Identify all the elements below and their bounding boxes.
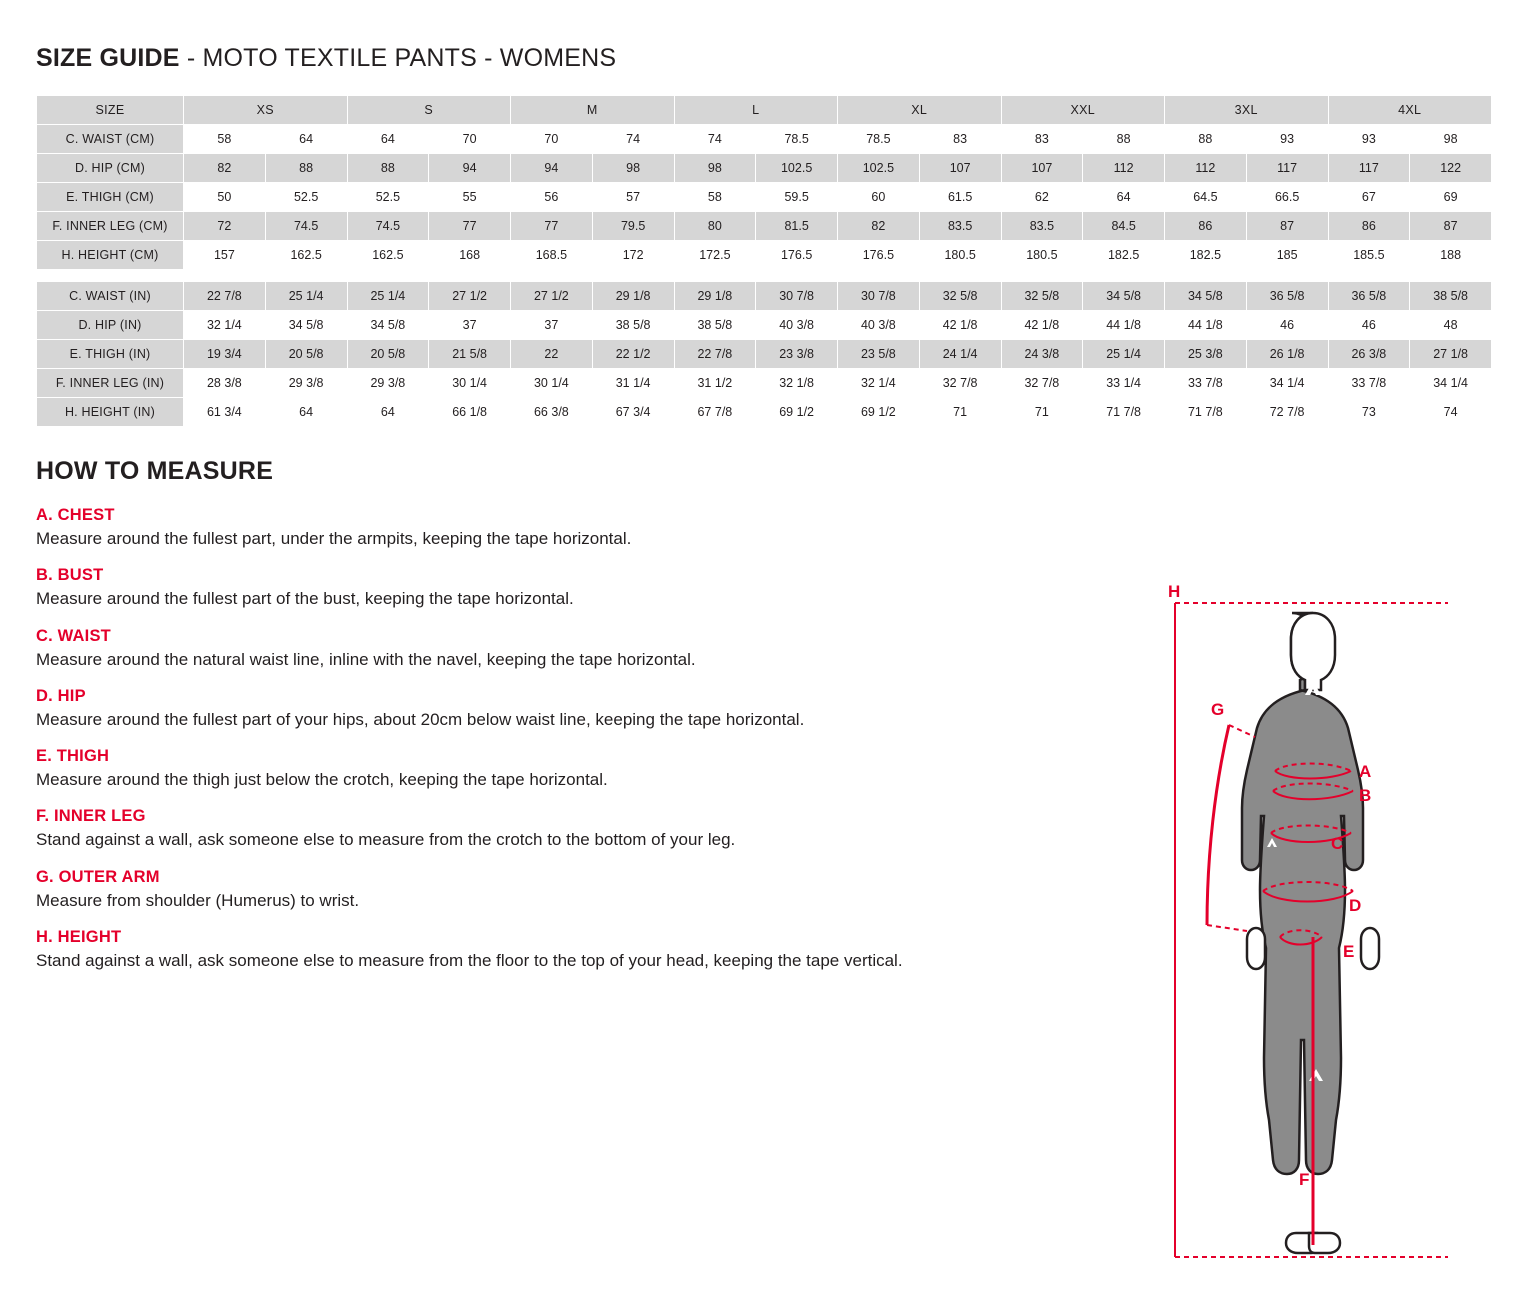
- cell: 32 7/8: [919, 369, 1001, 398]
- cell: 26 3/8: [1328, 340, 1410, 369]
- measure-item-outer-arm: [36, 868, 1136, 911]
- measure-item-head: A. CHEST: [36, 506, 115, 524]
- measure-item-desc: Measure around the thigh just below the crotch, keeping the tape horizontal.: [36, 770, 608, 789]
- measure-item-desc: Measure around the fullest part, under the armpits, keeping the tape horizontal.: [36, 529, 632, 548]
- head: [1291, 613, 1335, 690]
- row-label: C. WAIST (IN): [37, 282, 184, 311]
- body-outline: [1242, 613, 1363, 1174]
- cell: 61 3/4: [184, 398, 266, 427]
- cell: 71: [919, 398, 1001, 427]
- cell: 25 1/4: [1083, 340, 1165, 369]
- cell: 32 1/8: [756, 369, 838, 398]
- measure-item-head: D. HIP: [36, 686, 86, 705]
- table-body: [37, 125, 1492, 427]
- cell: 30 1/4: [429, 369, 511, 398]
- cell: 66 1/8: [429, 398, 511, 427]
- cell: 42 1/8: [919, 311, 1001, 340]
- measure-item-thigh: [36, 747, 1136, 790]
- cell: 29 1/8: [674, 282, 756, 311]
- cell: 38 5/8: [674, 311, 756, 340]
- cell: 46: [1246, 311, 1328, 340]
- cell: 31 1/4: [592, 369, 674, 398]
- cell: 62: [1001, 183, 1083, 212]
- measure-item-desc: Stand against a wall, ask someone else to measure from the floor to the top of your head, keeping the tape vertical.: [36, 950, 903, 970]
- cell: 32 7/8: [1001, 369, 1083, 398]
- cell: 73: [1328, 398, 1410, 427]
- cell: 29 3/8: [347, 369, 429, 398]
- table-header-xxl: XXL: [1001, 96, 1165, 125]
- table-header-s: S: [347, 96, 511, 125]
- cell: 60: [838, 183, 920, 212]
- cell: 40 3/8: [838, 311, 920, 340]
- cell: 172: [592, 241, 674, 270]
- cell: 71 7/8: [1083, 398, 1165, 427]
- cell: 48: [1410, 311, 1492, 340]
- cell: 74: [1410, 398, 1492, 427]
- size-chart-table: [36, 95, 1492, 427]
- cell: 98: [1410, 125, 1492, 154]
- cell: 117: [1246, 154, 1328, 183]
- cell: 50: [184, 183, 266, 212]
- cell: 71: [1001, 398, 1083, 427]
- table-row: [37, 241, 1492, 270]
- cell: 24 1/4: [919, 340, 1001, 369]
- cell: 69: [1410, 183, 1492, 212]
- measure-item-inner-leg: [36, 807, 1136, 850]
- measure-item-hip: [36, 687, 1136, 730]
- cell: 93: [1246, 125, 1328, 154]
- cell: 182.5: [1083, 241, 1165, 270]
- row-label: F. INNER LEG (IN): [37, 369, 184, 398]
- cell: 67: [1328, 183, 1410, 212]
- cell: 30 1/4: [511, 369, 593, 398]
- label-a: A: [1359, 762, 1372, 781]
- table-row: [37, 183, 1492, 212]
- cell: 182.5: [1165, 241, 1247, 270]
- table-row: [37, 125, 1492, 154]
- label-d: D: [1349, 896, 1362, 915]
- cell: 19 3/4: [184, 340, 266, 369]
- cell: 87: [1410, 212, 1492, 241]
- measure-item-head: B. BUST: [36, 566, 104, 585]
- cell: 172.5: [674, 241, 756, 270]
- measure-item-head: H. HEIGHT: [36, 927, 122, 946]
- body-silhouette: [1242, 613, 1379, 1253]
- cell: 37: [429, 311, 511, 340]
- cell: 59.5: [756, 183, 838, 212]
- cell: 29 1/8: [592, 282, 674, 311]
- cell: 74.5: [347, 212, 429, 241]
- cell: 34 5/8: [347, 311, 429, 340]
- cell: 33 7/8: [1328, 369, 1410, 398]
- cell: 74: [674, 125, 756, 154]
- outer-arm-bottom-guide: [1207, 925, 1247, 931]
- cell: 30 7/8: [838, 282, 920, 311]
- cell: 112: [1165, 154, 1247, 183]
- cell: 67 7/8: [674, 398, 756, 427]
- label-g: G: [1211, 700, 1225, 719]
- cell: 98: [674, 154, 756, 183]
- table-header-size: SIZE: [37, 96, 184, 125]
- cell: 77: [429, 212, 511, 241]
- label-h: H: [1168, 585, 1181, 601]
- cell: 188: [1410, 241, 1492, 270]
- cell: 64: [265, 398, 347, 427]
- measure-item-desc: Measure around the fullest part of the bust, keeping the tape horizontal.: [36, 589, 574, 609]
- outer-arm-line: [1207, 725, 1229, 925]
- cell: 64: [347, 398, 429, 427]
- cell: 157: [184, 241, 266, 270]
- cell: 58: [184, 125, 266, 154]
- row-label: E. THIGH (CM): [37, 183, 184, 212]
- cell: 21 5/8: [429, 340, 511, 369]
- cell: 33 7/8: [1165, 369, 1247, 398]
- cell: 98: [592, 154, 674, 183]
- cell: 34 5/8: [265, 311, 347, 340]
- row-label: H. HEIGHT (IN): [37, 398, 184, 427]
- cell: 180.5: [919, 241, 1001, 270]
- page-title-strong: SIZE GUIDE: [36, 44, 180, 72]
- cell: 27 1/2: [429, 282, 511, 311]
- cell: 38 5/8: [1410, 282, 1492, 311]
- cell: 42 1/8: [1001, 311, 1083, 340]
- measure-item-head: G. OUTER ARM: [36, 867, 160, 886]
- label-b: B: [1359, 786, 1372, 805]
- cell: 87: [1246, 212, 1328, 241]
- cell: 180.5: [1001, 241, 1083, 270]
- cell: 176.5: [756, 241, 838, 270]
- measure-item-waist: [36, 627, 1136, 670]
- cell: 69 1/2: [756, 398, 838, 427]
- cell: 80: [674, 212, 756, 241]
- cell: 20 5/8: [347, 340, 429, 369]
- cell: 79.5: [592, 212, 674, 241]
- cell: 34 5/8: [1083, 282, 1165, 311]
- cell: 37: [511, 311, 593, 340]
- cell: 107: [919, 154, 1001, 183]
- measure-item-height: [36, 928, 1136, 971]
- table-row: [37, 340, 1492, 369]
- cell: 93: [1328, 125, 1410, 154]
- cell: 32 5/8: [919, 282, 1001, 311]
- cell: 25 1/4: [265, 282, 347, 311]
- cell: 61.5: [919, 183, 1001, 212]
- cell: 66 3/8: [511, 398, 593, 427]
- measure-item-head: E. THIGH: [36, 747, 110, 765]
- cell: 94: [511, 154, 593, 183]
- cell: 102.5: [756, 154, 838, 183]
- cell: 33 1/4: [1083, 369, 1165, 398]
- cell: 27 1/8: [1410, 340, 1492, 369]
- cell: 88: [347, 154, 429, 183]
- table-row: [37, 369, 1492, 398]
- outer-arm-top-guide: [1229, 725, 1255, 737]
- cell: 34 1/4: [1246, 369, 1328, 398]
- cell: 27 1/2: [511, 282, 593, 311]
- table-header-xl: XL: [838, 96, 1002, 125]
- cell: 66.5: [1246, 183, 1328, 212]
- cell: 84.5: [1083, 212, 1165, 241]
- cell: 185.5: [1328, 241, 1410, 270]
- row-label: F. INNER LEG (CM): [37, 212, 184, 241]
- cell: 78.5: [838, 125, 920, 154]
- cell: 86: [1165, 212, 1247, 241]
- row-label: H. HEIGHT (CM): [37, 241, 184, 270]
- page-title: [36, 44, 1493, 73]
- table-spacer-row: [37, 270, 1492, 282]
- cell: 30 7/8: [756, 282, 838, 311]
- cell: 102.5: [838, 154, 920, 183]
- female-body-figure-svg: [1163, 585, 1493, 1275]
- cell: 25 1/4: [347, 282, 429, 311]
- measure-item-desc: Measure around the fullest part of your hips, about 20cm below waist line, keeping the tape horizontal.: [36, 709, 805, 729]
- cell: 64: [265, 125, 347, 154]
- cell: 70: [511, 125, 593, 154]
- cell: 70: [429, 125, 511, 154]
- cell: 34 1/4: [1410, 369, 1492, 398]
- cell: 22 7/8: [674, 340, 756, 369]
- cell: 162.5: [347, 241, 429, 270]
- cell: 86: [1328, 212, 1410, 241]
- cell: 26 1/8: [1246, 340, 1328, 369]
- cell: 22 7/8: [184, 282, 266, 311]
- cell: 112: [1083, 154, 1165, 183]
- cell: 44 1/8: [1083, 311, 1165, 340]
- cell: 83.5: [1001, 212, 1083, 241]
- cell: 55: [429, 183, 511, 212]
- measurement-diagram: [1163, 585, 1493, 1275]
- cell: 162.5: [265, 241, 347, 270]
- cell: 82: [184, 154, 266, 183]
- measure-item-bust: [36, 566, 1136, 609]
- cell: 23 3/8: [756, 340, 838, 369]
- table-header-3xl: 3XL: [1165, 96, 1329, 125]
- cell: 23 5/8: [838, 340, 920, 369]
- cell: 77: [511, 212, 593, 241]
- right-hand: [1361, 928, 1379, 969]
- cell: 40 3/8: [756, 311, 838, 340]
- cell: 176.5: [838, 241, 920, 270]
- cell: 83: [919, 125, 1001, 154]
- cell: 72 7/8: [1246, 398, 1328, 427]
- cell: 29 3/8: [265, 369, 347, 398]
- cell: 74: [592, 125, 674, 154]
- cell: 38 5/8: [592, 311, 674, 340]
- row-label: C. WAIST (CM): [37, 125, 184, 154]
- cell: 83.5: [919, 212, 1001, 241]
- table-header-4xl: 4XL: [1328, 96, 1492, 125]
- row-label: D. HIP (CM): [37, 154, 184, 183]
- cell: 94: [429, 154, 511, 183]
- cell: 69 1/2: [838, 398, 920, 427]
- table-row: [37, 398, 1492, 427]
- cell: 20 5/8: [265, 340, 347, 369]
- table-head: [37, 96, 1492, 125]
- measure-item-head: F. INNER LEG: [36, 807, 146, 826]
- cell: 22: [511, 340, 593, 369]
- measure-instructions-list: [36, 506, 1136, 971]
- measure-item-desc: Measure from shoulder (Humerus) to wrist.: [36, 890, 360, 910]
- measure-item-desc: Measure around the natural waist line, inline with the navel, keeping the tape horizontal.: [36, 649, 696, 669]
- spacer-cell: [37, 270, 1492, 282]
- label-c: C: [1331, 834, 1344, 853]
- cell: 36 5/8: [1246, 282, 1328, 311]
- how-to-measure-title: HOW TO MEASURE: [36, 457, 274, 485]
- table-row: [37, 282, 1492, 311]
- page-title-rest: - MOTO TEXTILE PANTS - WOMENS: [179, 44, 617, 72]
- table-header-l: L: [674, 96, 838, 125]
- cell: 64.5: [1165, 183, 1247, 212]
- cell: 71 7/8: [1165, 398, 1247, 427]
- table-header-xs: XS: [184, 96, 348, 125]
- cell: 117: [1328, 154, 1410, 183]
- cell: 32 1/4: [184, 311, 266, 340]
- table-row: [37, 212, 1492, 241]
- cell: 56: [511, 183, 593, 212]
- cell: 64: [1083, 183, 1165, 212]
- left-hand: [1247, 928, 1265, 969]
- cell: 25 3/8: [1165, 340, 1247, 369]
- table-header-m: M: [511, 96, 675, 125]
- cell: 36 5/8: [1328, 282, 1410, 311]
- measure-item-head: C. WAIST: [36, 626, 111, 645]
- cell: 88: [265, 154, 347, 183]
- cell: 52.5: [347, 183, 429, 212]
- cell: 107: [1001, 154, 1083, 183]
- cell: 74.5: [265, 212, 347, 241]
- cell: 67 3/4: [592, 398, 674, 427]
- cell: 81.5: [756, 212, 838, 241]
- measure-item-chest: [36, 506, 1136, 549]
- table-row: [37, 154, 1492, 183]
- cell: 88: [1165, 125, 1247, 154]
- cell: 46: [1328, 311, 1410, 340]
- cell: 28 3/8: [184, 369, 266, 398]
- cell: 78.5: [756, 125, 838, 154]
- cell: 52.5: [265, 183, 347, 212]
- cell: 168: [429, 241, 511, 270]
- cell: 83: [1001, 125, 1083, 154]
- cell: 24 3/8: [1001, 340, 1083, 369]
- cell: 58: [674, 183, 756, 212]
- cell: 82: [838, 212, 920, 241]
- cell: 32 5/8: [1001, 282, 1083, 311]
- label-f: F: [1299, 1170, 1310, 1189]
- measure-item-desc: Stand against a wall, ask someone else to measure from the crotch to the bottom of your leg.: [36, 830, 736, 850]
- cell: 32 1/4: [838, 369, 920, 398]
- table-row: [37, 311, 1492, 340]
- row-label: D. HIP (IN): [37, 311, 184, 340]
- cell: 185: [1246, 241, 1328, 270]
- cell: 88: [1083, 125, 1165, 154]
- cell: 168.5: [511, 241, 593, 270]
- cell: 122: [1410, 154, 1492, 183]
- cell: 34 5/8: [1165, 282, 1247, 311]
- cell: 64: [347, 125, 429, 154]
- cell: 72: [184, 212, 266, 241]
- table-header-row: [37, 96, 1492, 125]
- cell: 57: [592, 183, 674, 212]
- cell: 22 1/2: [592, 340, 674, 369]
- row-label: E. THIGH (IN): [37, 340, 184, 369]
- cell: 31 1/2: [674, 369, 756, 398]
- label-e: E: [1343, 942, 1355, 961]
- cell: 44 1/8: [1165, 311, 1247, 340]
